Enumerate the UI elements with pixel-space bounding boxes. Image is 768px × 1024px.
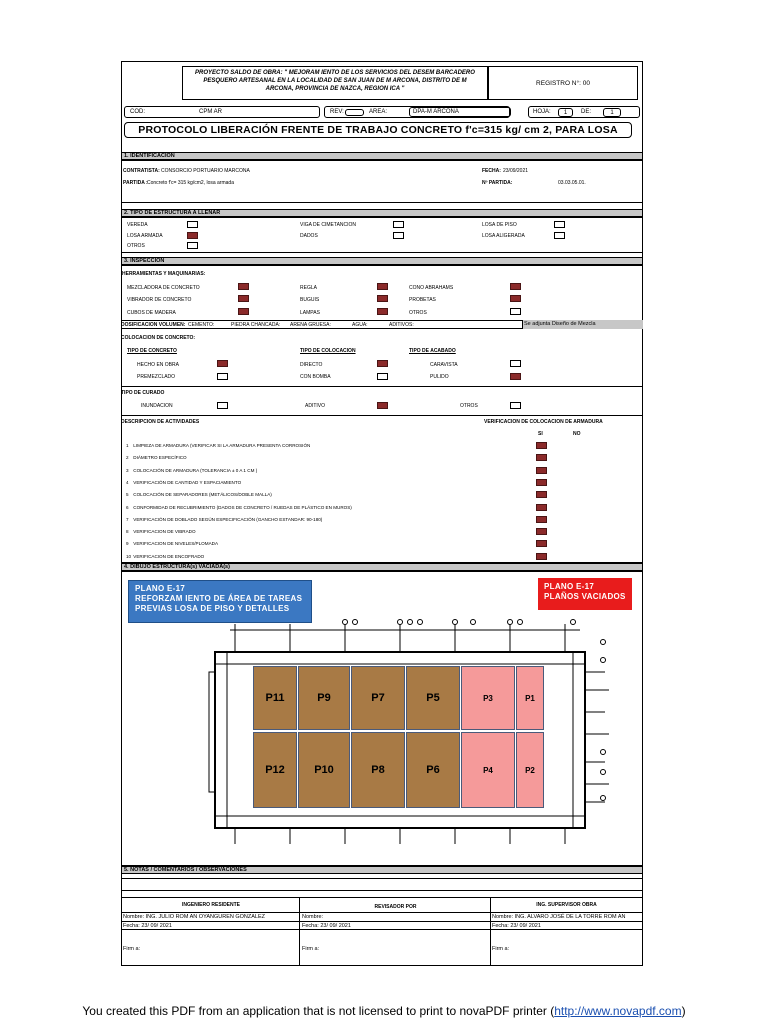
actividad-si-checkbox[interactable] <box>536 528 547 535</box>
panel-p4: P4 <box>461 732 515 808</box>
actividad-si-checkbox[interactable] <box>536 540 547 547</box>
curado-divider <box>121 386 643 387</box>
actividad-si-checkbox[interactable] <box>536 491 547 498</box>
panel-p1: P1 <box>516 666 544 730</box>
estructura-viga-de-cimetancion-label: VIGA DE CIMETANCION <box>300 222 357 228</box>
partida-value: Concreto f'c= 315 kg/cm2, losa armada <box>147 180 234 186</box>
herramienta-otros-label: OTROS <box>409 310 427 316</box>
actividad-si-checkbox[interactable] <box>536 467 547 474</box>
colocacion-directo-checkbox[interactable] <box>377 360 388 367</box>
hoja-field <box>528 106 640 118</box>
actividad-label: VERIFICACION DE NIVELES/PLOMADA <box>132 541 219 547</box>
contratista-label: CONTRATISTA: <box>123 168 160 174</box>
actividad-si-checkbox[interactable] <box>536 553 547 560</box>
npartida-label: Nº PARTIDA: <box>482 180 513 186</box>
herramienta-vibrador-de-concreto-checkbox[interactable] <box>238 295 249 302</box>
herramienta-probetas-label: PROBETAS <box>409 297 436 303</box>
firma-col3-nombre: Nombre: ING. ALVARO JOSÉ DE LA TORRE ROM AN <box>492 914 626 920</box>
fecha-label: FECHA: <box>482 168 501 174</box>
protocol-title: PROTOCOLO LIBERACIÓN FRENTE DE TRABAJO CONCRETO f'c=315 kg/ cm 2, PARA LOSA <box>138 124 618 136</box>
dosificacion-cemento: CEMENTO: <box>188 322 215 328</box>
colocacion-title: COLOCACION DE CONCRETO: <box>121 335 196 341</box>
verificacion-title: VERIFICACION DE COLOCACION DE ARMADURA <box>484 419 603 425</box>
actividad-row <box>126 554 204 560</box>
section-dibujo: 4. DIBUJO ESTRUCTURA(s) VACIADA(s) <box>121 563 643 571</box>
firma-col2-title: REVISADOR POR <box>374 904 417 910</box>
colocacion-directo-label: DIRECTO <box>300 362 323 368</box>
herramienta-otros-checkbox[interactable] <box>510 308 521 315</box>
acabado-caravista-checkbox[interactable] <box>510 360 521 367</box>
herramientas-title: HERRAMIENTAS Y MAQUINARIAS: <box>122 271 206 277</box>
acabado-pulido-checkbox[interactable] <box>510 373 521 380</box>
actividad-num: 8 <box>126 529 129 535</box>
protocol-title-box <box>124 122 632 138</box>
dosificacion-arena: ARENA GRUESA: <box>290 322 331 328</box>
actividad-row <box>126 455 187 461</box>
panel-p3: P3 <box>461 666 515 730</box>
hoja-label: HOJA: <box>533 109 551 115</box>
actividad-si-checkbox[interactable] <box>536 442 547 449</box>
actividad-num: 3 <box>126 467 129 473</box>
estructura-losa-armada-label: LOSA ARMADA <box>127 233 163 239</box>
acabado-caravista-label: CARAVISTA <box>430 362 458 368</box>
actividad-num: 9 <box>126 541 129 547</box>
actividad-num: 10 <box>126 553 132 559</box>
panel-p10: P10 <box>298 732 350 808</box>
estructura-dados-checkbox[interactable] <box>393 232 404 239</box>
footer-close: ) <box>681 1004 686 1018</box>
panel-p8: P8 <box>351 732 405 808</box>
herramienta-regla-label: REGLA <box>300 285 317 291</box>
section-notas: 5. NOTAS / COMENTARIOS / OBSERVACIONES <box>121 866 643 874</box>
actividad-row <box>126 541 218 547</box>
dosificacion-piedra: PIEDRA CHANCADA: <box>231 322 281 328</box>
herramienta-mezcladora-de-concreto-checkbox[interactable] <box>238 283 249 290</box>
estructura-losa-de-piso-checkbox[interactable] <box>554 221 565 228</box>
concreto-hecho-en-obra-checkbox[interactable] <box>217 360 228 367</box>
herramienta-probetas-checkbox[interactable] <box>510 295 521 302</box>
dosificacion-label: DOSIFICACION VOLUMEN: <box>121 322 186 328</box>
actividad-label: VERIFICACION DE ENCOFRADO <box>132 553 205 559</box>
estructura-vereda-label: VEREDA <box>127 222 148 228</box>
firma-col1-fecha: Fecha: 23/ 09/ 2021 <box>123 923 172 929</box>
plan-red-note-text: PLANO E-17 PLAÑOS VACIADOS <box>544 582 626 601</box>
curado-otros-checkbox[interactable] <box>510 402 521 409</box>
firma-col2-firma: Firm a: <box>302 946 320 952</box>
actividad-label: VERIFICACIÓN DE CANTIDAD Y ESPACIAMIENTO <box>132 479 242 485</box>
herramienta-buguis-checkbox[interactable] <box>377 295 388 302</box>
herramienta-lampas-label: LAMPAS <box>300 310 320 316</box>
panel-p12: P12 <box>253 732 297 808</box>
cod-value: CPM AR <box>199 109 223 115</box>
signature-row-divider-1 <box>122 921 642 922</box>
fecha-value: 23/09/2021 <box>503 168 529 174</box>
estructura-losa-armada-checkbox[interactable] <box>187 232 198 239</box>
no-label: NO <box>573 431 581 437</box>
registro-label: REGISTRO N°: 00 <box>536 80 590 87</box>
plan-red-note <box>538 578 632 610</box>
panel-p11: P11 <box>253 666 297 730</box>
curado-inundacion-label: INUNDACION <box>141 403 173 409</box>
curado-inundacion-checkbox[interactable] <box>217 402 228 409</box>
actividad-label: VERIFICACION DE VIBRADO <box>132 529 196 535</box>
herramienta-cono-abrahams-label: CONO ABRAHAMS <box>409 285 454 291</box>
firma-col2-fecha: Fecha: 23/ 09/ 2021 <box>302 923 351 929</box>
tipo-colocacion-title: TIPO DE COLOCACION <box>300 348 356 354</box>
contratista-value: CONSORCIO PORTUARIO MARCONA <box>161 168 250 174</box>
estructura-vereda-checkbox[interactable] <box>187 221 198 228</box>
estructura-losa-de-piso-label: LOSA DE PISO <box>482 222 517 228</box>
registro-box <box>488 66 638 100</box>
herramienta-buguis-label: BUGUIS <box>300 297 320 303</box>
herramienta-mezcladora-de-concreto-label: MEZCLADORA DE CONCRETO <box>127 285 200 291</box>
tipo-concreto-title: TIPO DE CONCRETO <box>127 348 177 354</box>
actividades-divider <box>121 415 643 416</box>
herramienta-lampas-checkbox[interactable] <box>377 308 388 315</box>
curado-aditivo-label: ADITIVO <box>305 403 326 409</box>
si-label: SI <box>538 431 543 437</box>
panel-p6: P6 <box>406 732 460 808</box>
firma-col1-nombre: Nombre: ING. JULIO ROM AN OYANGUREN GONZALEZ <box>123 914 266 920</box>
actividad-num: 4 <box>126 479 129 485</box>
actividad-label: DIÁMETRO ESPECÍFICO <box>132 455 187 461</box>
curado-otros-label: OTROS <box>460 403 478 409</box>
actividades-title: DESCRIPCION DE ACTIVIDADES <box>121 419 200 425</box>
herramienta-cubos-de-madera-checkbox[interactable] <box>238 308 249 315</box>
curado-title: TIPO DE CURADO <box>121 390 165 396</box>
tipo-acabado-title: TIPO DE ACABADO <box>409 348 456 354</box>
panel-p5: P5 <box>406 666 460 730</box>
actividad-si-checkbox[interactable] <box>536 479 547 486</box>
signature-table <box>121 897 643 966</box>
actividad-row <box>126 505 352 511</box>
actividad-num: 5 <box>126 492 129 498</box>
colocacion-con-bomba-label: CON BOMBA <box>300 374 331 380</box>
firma-col1-firma: Firm a: <box>123 946 141 952</box>
project-title: PROYECTO SALDO DE OBRA: " MEJORAM IENTO DE LOS SERVICIOS DEL DESEM BARCADERO PESQUERO ARTESANAL EN LA LOCALIDAD DE SAN JUAN DE M ARCONA, DISTRITO DE M ARCONA, PROVINCIA DE NAZCA, REGION ICA " <box>195 70 475 92</box>
rev-value-box <box>345 109 364 116</box>
herramienta-regla-checkbox[interactable] <box>377 283 388 290</box>
firma-col2-nombre: Nombre: <box>302 914 324 920</box>
signature-row-divider-2 <box>122 929 642 930</box>
dosificacion-aditivos: ADITIVOS: <box>389 322 414 328</box>
actividad-num: 6 <box>126 504 129 510</box>
herramienta-vibrador-de-concreto-label: VIBRADOR DE CONCRETO <box>127 297 192 303</box>
actividad-num: 1 <box>126 443 129 448</box>
project-box <box>182 66 488 100</box>
section-inspeccion: 3. INSPECCION <box>121 257 643 265</box>
concreto-premezclado-label: PREMEZCLADO <box>137 374 176 380</box>
hoja-value: 1 <box>558 108 573 117</box>
panel-p9: P9 <box>298 666 350 730</box>
actividad-label: COLOCACIÓN DE SEPARADORES (METÁLICOS/DOBLE MALLA) <box>132 492 272 498</box>
actividad-row <box>126 492 272 498</box>
de-value: 1 <box>603 108 621 117</box>
code-row <box>124 106 640 118</box>
notas-box <box>121 878 643 891</box>
acabado-pulido-label: PULIDO <box>430 374 449 380</box>
actividad-row <box>126 529 196 535</box>
actividad-label: VERIFICACIÓN DE DOBLADO SEGÚN ESPECIFICACIÓN (GANCHO ESTANDAR: 90-180) <box>132 516 323 522</box>
mezcla-note: Se adjunta Diseño de Mezcla <box>524 321 596 327</box>
de-label: DE: <box>581 109 592 115</box>
actividad-si-checkbox[interactable] <box>536 504 547 511</box>
rev-label: REV: <box>330 109 344 115</box>
cod-label: COD: <box>130 109 145 115</box>
cod-field <box>124 106 320 118</box>
firma-col3-firma: Firm a: <box>492 946 510 952</box>
estructura-losa-aligerada-checkbox[interactable] <box>554 232 565 239</box>
actividad-num: 7 <box>126 516 129 522</box>
panel-p7: P7 <box>351 666 405 730</box>
firma-col3-title: ING. SUPERVISOR OBRA <box>536 902 597 908</box>
area-label: AREA: <box>369 109 388 115</box>
npartida-value: 03.03.05.01. <box>558 180 586 186</box>
estructura-otros-label: OTROS <box>127 243 145 249</box>
plan-blue-note-text: PLANO E-17 REFORZAM IENTO DE ÁREA DE TAREAS PREVIAS LOSA DE PISO Y DETALLES <box>135 584 303 613</box>
dosificacion-agua: AGUA: <box>352 322 368 328</box>
actividad-row <box>126 443 310 449</box>
actividad-label: COLOCACIÓN DE ARMADURA (TOLERANCIA ± 0 A 1 CM ) <box>132 467 258 473</box>
estructura-dados-label: DADOS <box>300 233 318 239</box>
footer-text: You created this PDF from an application that is not licensed to print to novaPDF printer ( <box>82 1004 555 1018</box>
herramienta-cono-abrahams-checkbox[interactable] <box>510 283 521 290</box>
estructura-otros-checkbox[interactable] <box>187 242 198 249</box>
colocacion-con-bomba-checkbox[interactable] <box>377 373 388 380</box>
actividad-row <box>126 480 241 486</box>
rev-area-field <box>324 106 510 118</box>
curado-aditivo-checkbox[interactable] <box>377 402 388 409</box>
section-identificacion: 1. IDENTIFICACION <box>121 152 643 160</box>
concreto-premezclado-checkbox[interactable] <box>217 373 228 380</box>
actividad-label: LIMPIEZA DE ARMADURA (VERIFICAR SI LA ARMADURA PRESENTA CORROSIÓN <box>132 443 311 448</box>
actividad-si-checkbox[interactable] <box>536 516 547 523</box>
area-value: DPA-M ARCONA <box>409 107 511 117</box>
novapdf-footer <box>0 1004 768 1018</box>
actividad-label: CONFORMIDAD DE RECUBRIMIENTO (DADOS DE CONCRETO / RUEDAS DE PLÁSTICO EN MUROS) <box>132 504 352 510</box>
firma-col1-title: INGENIERO RESIDENTE <box>181 902 241 908</box>
firma-col3-fecha: Fecha: 23/ 09/ 2021 <box>492 923 541 929</box>
estructura-losa-aligerada-label: LOSA ALIGERADA <box>482 233 525 239</box>
actividad-row <box>126 468 257 474</box>
estructura-viga-de-cimetancion-checkbox[interactable] <box>393 221 404 228</box>
herramienta-cubos-de-madera-label: CUBOS DE MADERA <box>127 310 176 316</box>
footer-link[interactable]: http://www.novapdf.com <box>554 1004 682 1018</box>
panel-p2: P2 <box>516 732 544 808</box>
actividad-si-checkbox[interactable] <box>536 454 547 461</box>
partida-label: PARTIDA : <box>123 180 148 186</box>
actividad-row <box>126 517 322 523</box>
concreto-hecho-en-obra-label: HECHO EN OBRA <box>137 362 179 368</box>
section-tipo-estructura: 2. TIPO DE ESTRUCTURA A LLENAR <box>121 209 643 217</box>
actividad-num: 2 <box>126 455 129 461</box>
